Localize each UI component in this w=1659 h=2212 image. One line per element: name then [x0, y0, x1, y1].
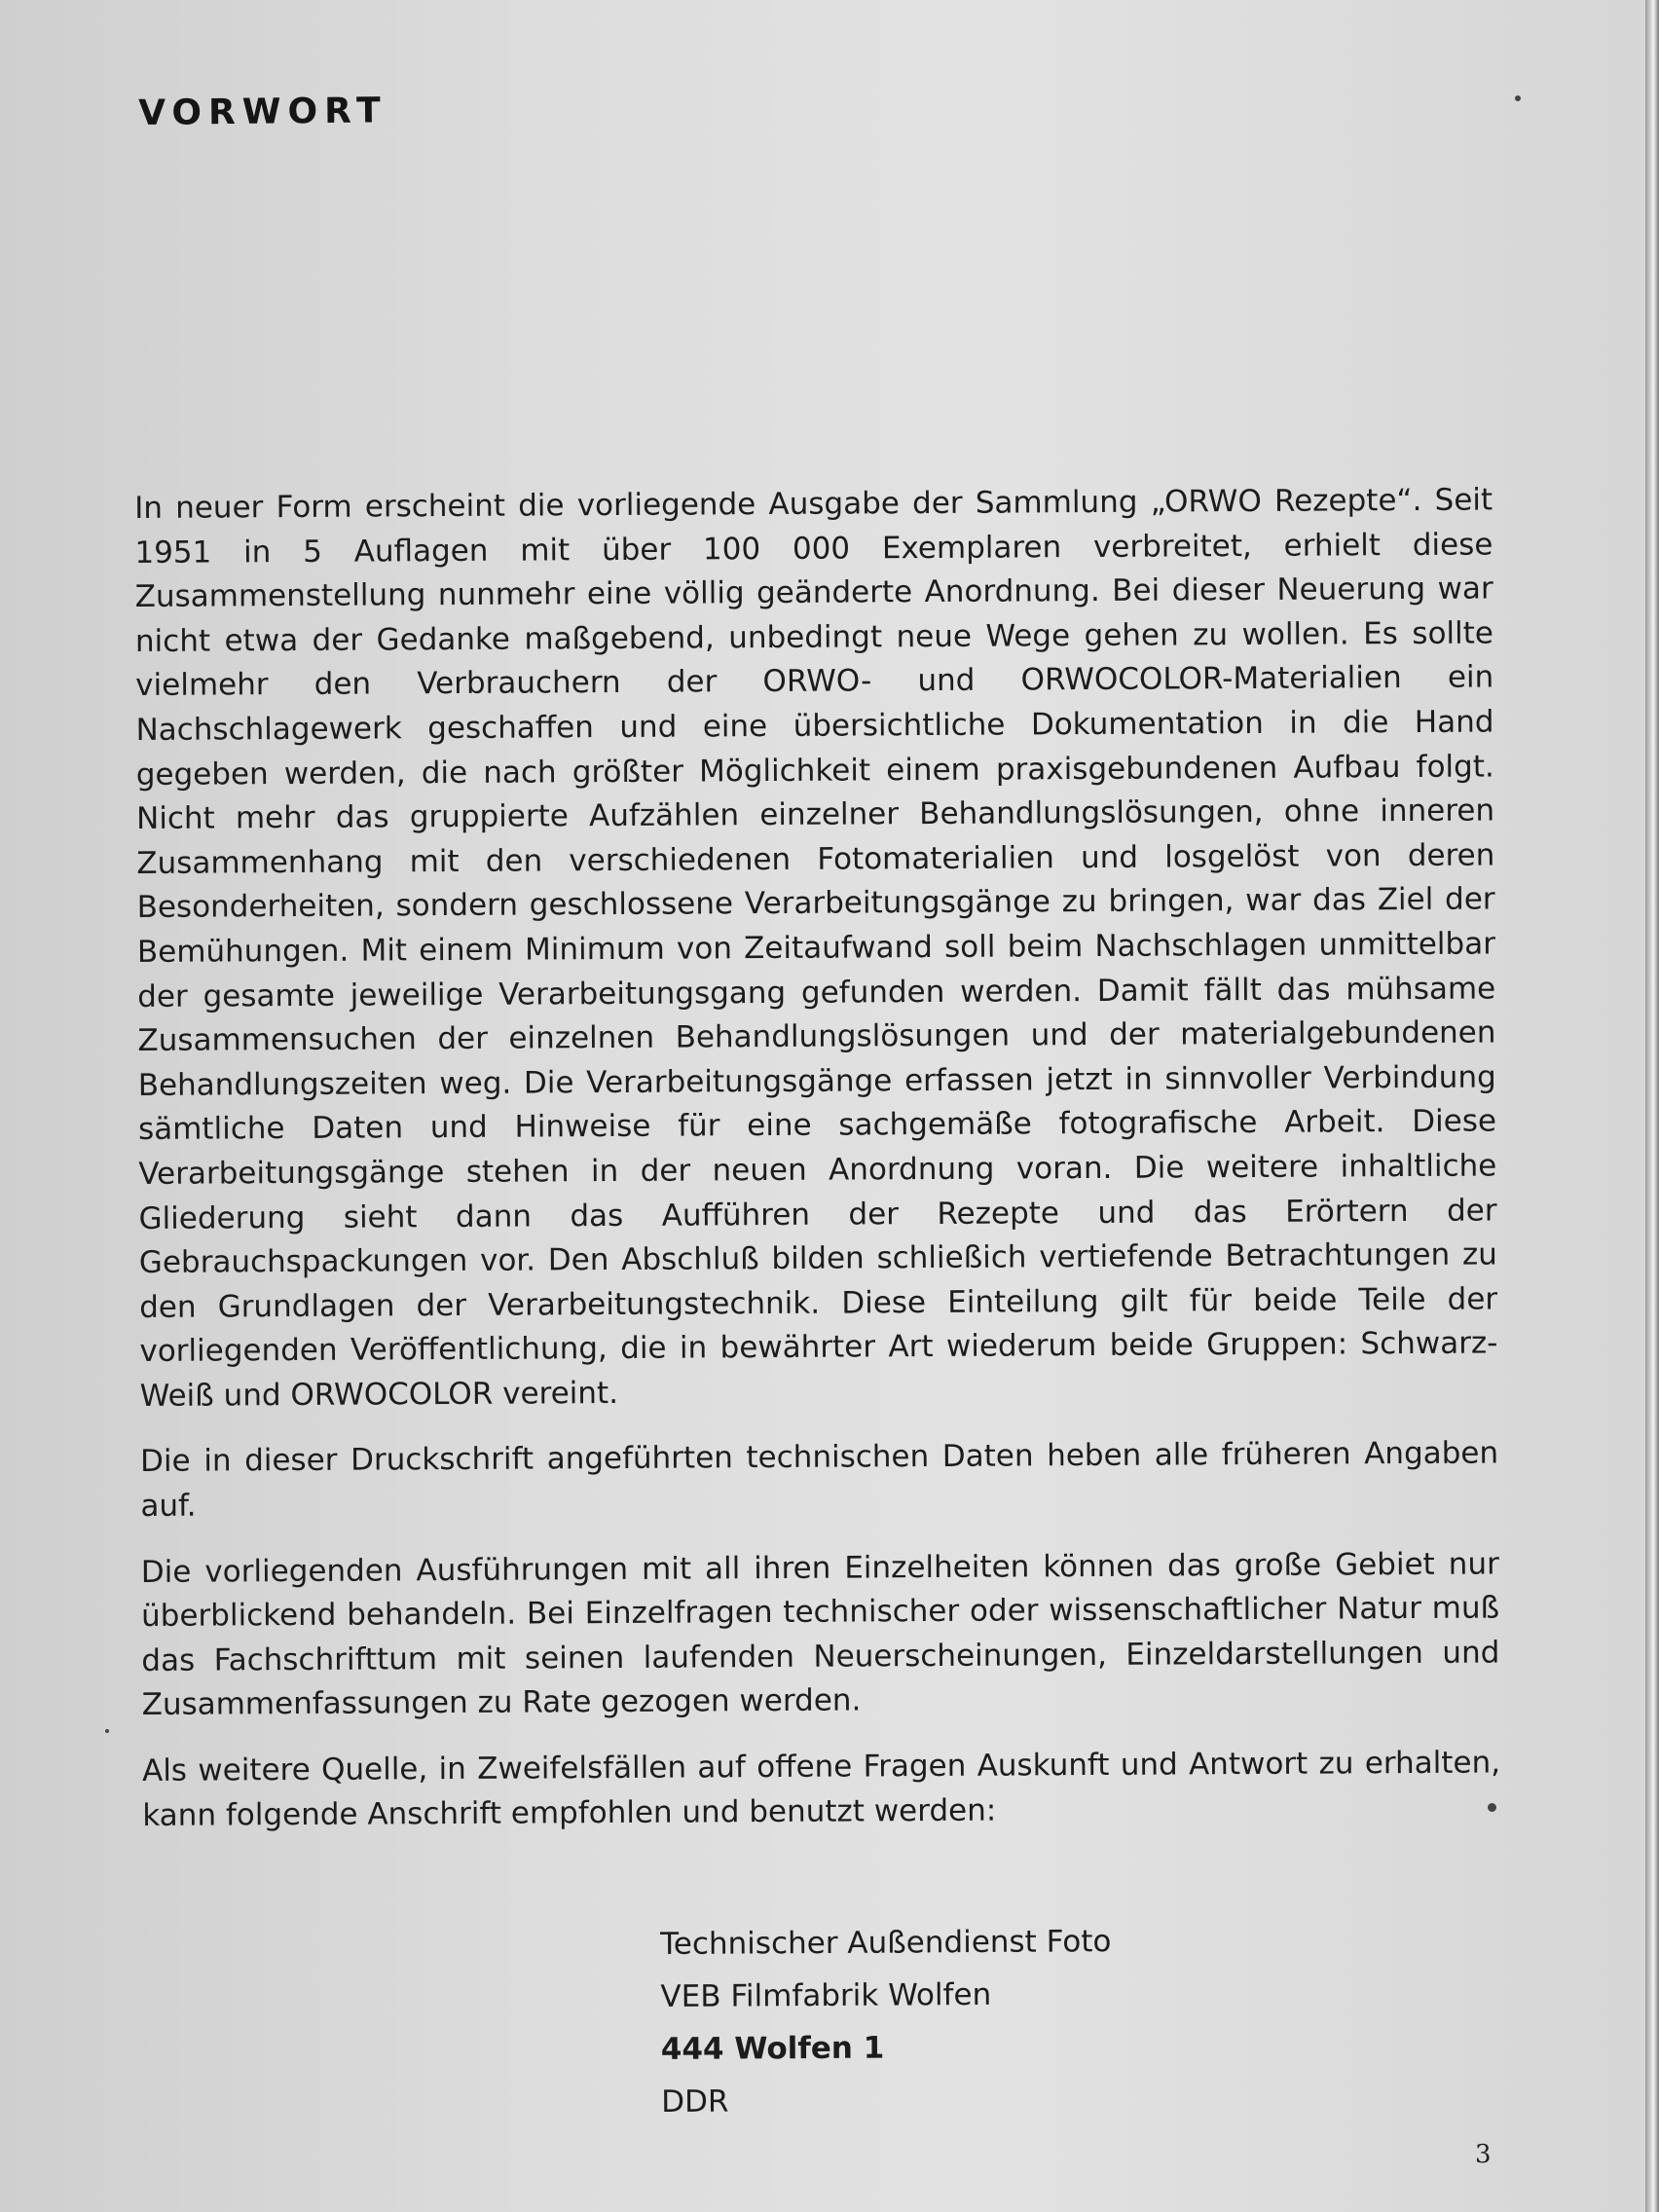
- print-speck: [105, 1729, 109, 1733]
- print-speck: [1488, 1803, 1496, 1812]
- page-heading: VORWORT: [138, 91, 387, 133]
- address-line-company: VEB Filmfabrik Wolfen: [660, 1976, 992, 2014]
- paragraph-intro: In neuer Form erscheint die vorliegende Ausgabe der Sammlung „ORWO Rezepte“. Seit 1951 in 5 Auflagen mit über 100 000 Exemplaren verbreitet, erhielt diese Zusammenstellung nunmehr eine völlig geänderte Anordnung. Bei dieser Neuerung war nicht etwa der Gedanke maßgebend, unbedingt neue Wege gehen zu wollen. Es sollte vielmehr den Verbrauchern der ORWO- und ORWOCOLOR-Materialien ein Nachschlagewerk geschaffen und eine übersichtliche Dokumentation in die Hand gegeben werden, die nach größter Möglichkeit einem praxisgebundenen Aufbau folgt. Nicht mehr das gruppierte Aufzählen einzelner Behandlungslösungen, ohne inneren Zusammenhang mit den verschiedenen Fotomaterialien und losgelöst von deren Besonderheiten, sondern geschlossene Verarbeitungsgänge zu bringen, war das Ziel der Bemühungen. Mit einem Minimum von Zeitaufwand soll beim Nachschlagen unmittelbar der gesamte jeweilige Verarbeitungsgang gefunden werden. Damit fällt das mühsame Zusammensuchen der einzelnen Behandlungslösungen und der materialgebundenen Behandlungszeiten weg. Die Verarbeitungsgänge erfassen jetzt in sinnvoller Verbindung sämtliche Daten und Hinweise für eine sachgemäße fotografische Arbeit. Diese Verarbeitungsgänge stehen in der neuen Anordnung voran. Die weitere inhaltliche Gliederung sieht dann das Aufführen der Rezepte und das Erörtern der Gebrauchspackungen vor. Den Abschluß bilden schließich vertiefende Betrachtungen zu den Grundlagen der Verarbeitungstechnik. Diese Einteilung gilt für beide Teile der vorliegenden Veröffentlichung, die in bewährter Art wiederum beide Gruppen: Schwarz-Weiß und ORWOCOLOR vereint.: [134, 482, 1498, 1414]
- contact-address: [660, 1915, 1113, 2128]
- address-line-country: DDR: [661, 2083, 729, 2120]
- address-line-postcode: 444 Wolfen 1: [660, 2030, 885, 2067]
- paragraph-technical-data: Die in dieser Druckschrift angeführten technischen Daten heben alle früheren Angaben auf.: [140, 1435, 1499, 1525]
- body-text: [134, 478, 1500, 1838]
- paragraph-scope: Die vorliegenden Ausführungen mit all ihren Einzelheiten können das große Gebiet nur überblickend behandeln. Bei Einzelfragen technischer oder wissenschaftlicher Natur muß das Fachschrifttum mit seinen laufenden Neuerscheinungen, Einzeldarstellungen und Zusammenfassungen zu Rate gezogen werden.: [140, 1546, 1500, 1723]
- address-line-department: Technischer Außendienst Foto: [660, 1924, 1112, 1962]
- paragraph-contact: Als weitere Quelle, in Zweifelsfällen auf offene Fragen Auskunft und Antwort zu erhalten, kann folgende Anschrift empfohlen und benutzt werden:: [141, 1745, 1501, 1833]
- print-speck: [1515, 95, 1521, 101]
- page-edge: [1645, 0, 1659, 2212]
- page-number: 3: [1475, 2140, 1492, 2169]
